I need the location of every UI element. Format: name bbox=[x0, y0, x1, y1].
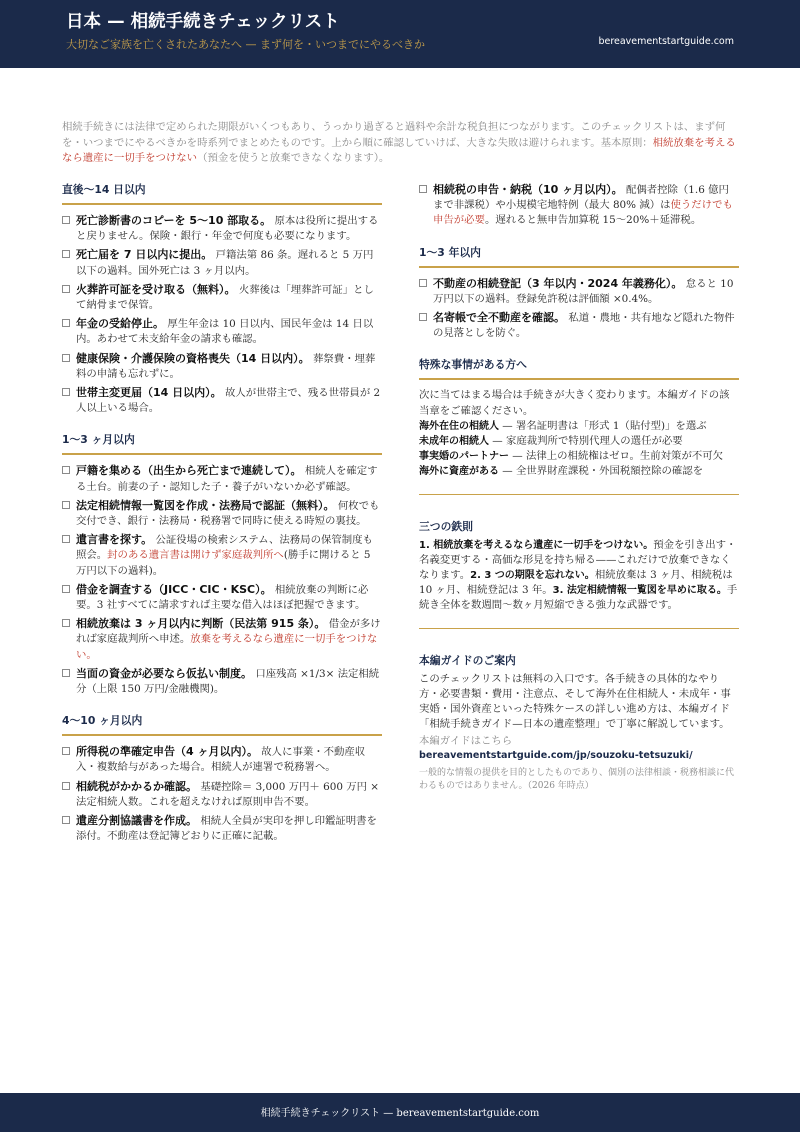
item-text: 公証役場の検索システム、法務局の保管制度も照会。 bbox=[76, 534, 373, 562]
item-label: 火葬許可証を受け取る（無料）。 bbox=[76, 282, 236, 296]
three-rules-paragraph bbox=[419, 538, 739, 614]
checklist-item[interactable] bbox=[62, 282, 382, 313]
rule-2-label: 2. 3 つの期限を忘れない。 bbox=[470, 570, 595, 582]
checkbox-icon[interactable] bbox=[62, 619, 70, 627]
item-label: 遺産分割協議書を作成。 bbox=[76, 814, 197, 828]
item-text: 何枚でも交付でき、銀行・法務局・税務署で同時に使える時短の裏技。 bbox=[76, 499, 380, 528]
special-case-label: 未成年の相続人 bbox=[419, 436, 489, 448]
item-text: 基礎控除＝ 3,000 万円＋ 600 万円 × 法定相続人数。これを超えなければ原則申告不要。 bbox=[76, 780, 380, 808]
checklist-item[interactable] bbox=[62, 779, 382, 810]
right-column bbox=[419, 182, 739, 794]
checklist-item[interactable] bbox=[62, 351, 382, 382]
item-text: 原本は役所に提出すると戻りません。保険・銀行・年金で何度も必要になります。 bbox=[76, 215, 379, 243]
special-case-text: — 全世界財産課税・外国税額控除の確認を bbox=[499, 465, 704, 478]
checkbox-icon[interactable] bbox=[62, 816, 70, 824]
intro-highlight: 相続放棄を考えるなら遺産に一切手をつけない bbox=[62, 136, 736, 164]
rule-3-label: 3. 法定相続情報一覧図を早めに取る。 bbox=[552, 585, 727, 597]
special-case-text: — 署名証明書は「形式 1（貼付型)」を選ぶ bbox=[499, 419, 707, 432]
rule-1-text: 預金を引き出す・名義変更する・高価な形見を持ち帰る——これだけで放棄できなくなります。 bbox=[419, 538, 737, 582]
item-label: 相続放棄は 3 ヶ月以内に判断（民法第 915 条）。 bbox=[76, 617, 326, 631]
page-footer bbox=[0, 1093, 800, 1132]
item-text: 葬祭費・埋葬料の申請も忘れずに。 bbox=[76, 352, 376, 380]
checklist-item[interactable] bbox=[419, 310, 739, 341]
checklist-item[interactable] bbox=[62, 813, 382, 844]
item-text: 故人が世帯主で、残る世帯員が 2 人以上いる場合。 bbox=[76, 387, 381, 415]
checklist-item[interactable] bbox=[62, 744, 382, 775]
checkbox-icon[interactable] bbox=[62, 535, 70, 543]
rule-1-label: 1. 相続放棄を考えるなら遺産に一切手をつけない。 bbox=[419, 539, 654, 551]
checkbox-icon[interactable] bbox=[62, 585, 70, 593]
guide-url-link[interactable]: bereavementstartguide.com/jp/souzoku-tetsuzuki/ bbox=[419, 749, 693, 761]
item-label: 死亡届を 7 日以内に提出。 bbox=[76, 248, 213, 262]
item-label: 借金を調査する（JICC・CIC・KSC）。 bbox=[76, 582, 272, 596]
checkbox-icon[interactable] bbox=[62, 216, 70, 224]
section-divider bbox=[419, 494, 739, 495]
item-text: 相続人を確定する土台。前妻の子・認知した子・養子がいないか必ず確認。 bbox=[76, 465, 378, 493]
special-case-text: — 家庭裁判所で特別代理人の選任が必要 bbox=[489, 435, 683, 448]
section-heading-4-10-months: 4〜10 ヶ月以内 bbox=[62, 711, 382, 736]
intro-tail: （預金を使うと放棄できなくなります）。 bbox=[197, 152, 390, 164]
item-text: 私道・農地・共有地など隠れた物件の見落としを防ぐ。 bbox=[433, 312, 735, 340]
special-case-label: 事実婚のパートナー bbox=[419, 451, 509, 463]
checkbox-icon[interactable] bbox=[62, 669, 70, 677]
checkbox-icon[interactable] bbox=[62, 466, 70, 474]
item-text: 故人に事業・不動産収入・複数給与があった場合。相続人が連署で税務署へ。 bbox=[76, 746, 366, 774]
item-text-tail: (勝手に開けると 5 万円以下の過料)。 bbox=[76, 549, 371, 577]
checkbox-icon[interactable] bbox=[62, 250, 70, 258]
disclaimer: 一般的な情報の提供を目的としたものであり、個別の法律相談・税務相談に代わるものではありません。（2026 年時点） bbox=[419, 767, 735, 792]
item-text: 口座残高 ×1/3× 法定相続分（上限 150 万円/金融機関)。 bbox=[76, 667, 380, 696]
intro-text: 相続手続きには法律で定められた期限がいくつもあり、うっかり過ぎると過料や余計な税負担につながります。このチェックリストは、まず何を・いつまでにやるべきかを時系列でまとめたものです。上から順に確認していけば、大きな失敗は避けられます。基本原則： bbox=[62, 121, 726, 149]
item-text: 火葬後は「埋葬許可証」として納骨まで保管。 bbox=[76, 283, 374, 312]
checklist-item[interactable] bbox=[62, 532, 382, 579]
checkbox-icon[interactable] bbox=[419, 313, 427, 321]
special-case-label: 海外に資産がある bbox=[419, 466, 499, 478]
checklist-item[interactable] bbox=[62, 582, 382, 613]
checkbox-icon[interactable] bbox=[62, 285, 70, 293]
special-intro: 次に当てはまる場合は手続きが大きく変わります。本編ガイドの該当章をご確認ください。 bbox=[419, 389, 730, 417]
footer-text: 相続手続きチェックリスト — bereavementstartguide.com bbox=[260, 1108, 540, 1119]
site-link[interactable]: bereavementstartguide.com bbox=[598, 36, 734, 47]
checklist-item[interactable] bbox=[62, 666, 382, 697]
special-case-item bbox=[419, 449, 739, 464]
item-text: 厚生年金は 10 日以内、国民年金は 14 日以内。あわせて未支給年金の請求も確認。 bbox=[76, 318, 374, 346]
item-warning: 使うだけでも申告が必要 bbox=[433, 199, 733, 227]
item-label: 相続税の申告・納税（10 ヶ月以内）。 bbox=[433, 183, 623, 196]
item-warning: 放棄を考えるなら遺産に一切手をつけない。 bbox=[76, 633, 378, 661]
checklist-item[interactable] bbox=[62, 247, 382, 278]
item-text-tail: 。遅れると無申告加算税 15〜20%＋延滞税。 bbox=[484, 214, 702, 227]
item-label: 健康保険・介護保険の資格喪失（14 日以内）。 bbox=[76, 351, 310, 365]
section-heading-1-3-years: 1〜3 年以内 bbox=[419, 243, 739, 268]
checklist-item[interactable] bbox=[62, 316, 382, 347]
document-title: 日本 — 相続手続きチェックリスト bbox=[66, 12, 340, 32]
checkbox-icon[interactable] bbox=[62, 501, 70, 509]
item-text: 配偶者控除（1.6 億円まで非課税）や小規模宅地特例（最大 80% 減）は bbox=[433, 184, 729, 212]
item-text: 借金が多ければ家庭裁判所へ申述。 bbox=[76, 618, 381, 646]
section-heading-immediate: 直後〜14 日以内 bbox=[62, 180, 382, 205]
checkbox-icon[interactable] bbox=[62, 782, 70, 790]
guide-paragraph: このチェックリストは無料の入口です。各手続きの具体的なやり方・必要書類・費用・注意点、そして海外在住相続人・未成年・事実婚・国外資産といった特殊ケースの詳しい進め方は、本編ガイド「相続手続きガイド—日本の遺産整理」で丁寧に解説しています。 bbox=[419, 672, 731, 731]
item-text: 相続人全員が実印を押し印鑑証明書を添付。不動産は登記簿どおりに正確に記載。 bbox=[76, 815, 377, 843]
section-heading-1-3-months: 1〜3 ヶ月以内 bbox=[62, 430, 382, 455]
section-heading-guide: 本編ガイドのご案内 bbox=[419, 653, 516, 667]
checklist-item[interactable] bbox=[62, 385, 382, 416]
item-label: 名寄帳で全不動産を確認。 bbox=[433, 311, 565, 325]
page-header bbox=[0, 0, 800, 68]
checklist-item[interactable] bbox=[419, 182, 739, 229]
item-text: 戸籍法第 86 条。遅れると 5 万円以下の過料。国外死亡は 3 ヶ月以内。 bbox=[76, 249, 374, 277]
checkbox-icon[interactable] bbox=[62, 747, 70, 755]
item-label: 世帯主変更届（14 日以内）。 bbox=[76, 386, 222, 400]
item-label: 死亡診断書のコピーを 5〜10 部取る。 bbox=[76, 214, 272, 227]
item-label: 法定相続情報一覧図を作成・法務局で認証（無料）。 bbox=[76, 498, 335, 512]
item-label: 不動産の相続登記（3 年以内・2024 年義務化）。 bbox=[433, 276, 683, 290]
checklist-item[interactable] bbox=[62, 463, 382, 494]
item-text: 相続放棄の判断に必要。3 社すべてに請求すれば主要な借入はほぼ把握できます。 bbox=[76, 583, 369, 612]
guide-link-label: 本編ガイドはこちら bbox=[419, 735, 513, 748]
checklist-item[interactable] bbox=[62, 213, 382, 244]
special-case-item bbox=[419, 434, 739, 449]
item-label: 年金の受給停止。 bbox=[76, 317, 164, 331]
item-label: 戸籍を集める（出生から死亡まで連続して）。 bbox=[76, 464, 302, 478]
document-subtitle: 大切なご家族を亡くされたあなたへ — まず何を・いつまでにやるべきか bbox=[66, 38, 425, 51]
special-case-item bbox=[419, 419, 739, 434]
special-case-label: 海外在住の相続人 bbox=[419, 420, 499, 432]
checklist-item[interactable] bbox=[62, 498, 382, 529]
rule-2-text: 相続放棄は 3 ヶ月、相続税は 10 ヶ月、相続登記は 3 年。 bbox=[419, 569, 733, 597]
left-column bbox=[62, 180, 382, 848]
special-case-item bbox=[419, 464, 739, 479]
checkbox-icon[interactable] bbox=[62, 319, 70, 327]
special-case-text: — 法律上の相続権はゼロ。生前対策が不可欠 bbox=[509, 450, 724, 463]
item-label: 相続税がかかるか確認。 bbox=[76, 779, 197, 793]
checklist-item[interactable] bbox=[62, 616, 382, 663]
item-label: 当面の資金が必要なら仮払い制度。 bbox=[76, 666, 252, 680]
checkbox-icon[interactable] bbox=[419, 185, 427, 193]
checkbox-icon[interactable] bbox=[62, 354, 70, 362]
item-text: 怠ると 10 万円以下の過料。登録免許税は評価額 ×0.4%。 bbox=[433, 277, 734, 305]
section-heading-three-rules: 三つの鉄則 bbox=[419, 519, 473, 533]
section-heading-special-cases: 特殊な事情がある方へ bbox=[419, 355, 739, 380]
section-divider bbox=[419, 628, 739, 629]
item-label: 遺言書を探す。 bbox=[76, 533, 153, 547]
checkbox-icon[interactable] bbox=[62, 388, 70, 396]
rule-3-text: 手続き全体を数週間〜数ヶ月短縮できる強力な武器です。 bbox=[419, 584, 738, 612]
item-label: 所得税の準確定申告（4 ヶ月以内）。 bbox=[76, 745, 258, 759]
item-warning: 封のある遺言書は開けず家庭裁判所へ bbox=[107, 549, 284, 562]
checklist-item[interactable] bbox=[419, 276, 739, 307]
checkbox-icon[interactable] bbox=[419, 279, 427, 287]
intro-paragraph bbox=[62, 120, 740, 167]
